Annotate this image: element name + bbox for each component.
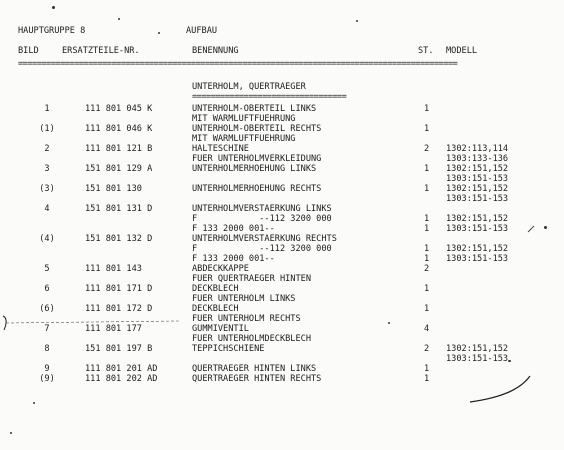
benennung-cell: GUMMIVENTIL [192,324,249,334]
benennung-cell: HALTESCHINE [192,144,249,154]
bild-cell: 6 [44,284,50,294]
ersatzteil-nr-cell: 111 801 177 [85,324,142,334]
table-row [0,304,564,314]
stueckzahl-cell: 1 [424,214,430,224]
ersatzteil-nr-cell: 151 801 130 [85,184,142,194]
table-row [0,104,564,114]
ersatzteil-nr-cell: 111 801 121 B [85,144,153,154]
modell-cell: 1302:151,152 [446,164,509,174]
table-row [0,274,564,284]
scan-speck [10,432,12,434]
stueckzahl-cell: 1 [424,304,430,314]
benennung-cell: F --112 3200 000 [192,214,332,224]
benennung-cell: QUERTRAEGER HINTEN LINKS [192,364,317,374]
stueckzahl-cell: 1 [424,364,430,374]
header-separator: ============================================================================================== [18,59,458,69]
benennung-cell: F --112 3200 000 [192,244,332,254]
ersatzteil-nr-cell: 151 801 131 D [85,204,153,214]
table-row [0,184,564,194]
scan-speck [33,402,35,404]
benennung-cell: FUER QUERTRAEGER HINTEN [192,274,311,284]
benennung-cell: UNTERHOLMVERSTAERKUNG RECHTS [192,234,337,244]
bild-cell: (6) [39,304,55,314]
modell-cell: 1302:151,152 [446,214,509,224]
section-underline: ================================= [192,92,347,102]
stueckzahl-cell: 1 [424,164,430,174]
column-header-modell: MODELL [446,46,478,56]
benennung-cell: MIT WARMLUFTFUEHRUNG [192,114,296,124]
bild-cell: (1) [39,124,55,134]
bild-cell: 7 [44,324,50,334]
stueckzahl-cell: 1 [424,374,430,384]
table-row [0,114,564,124]
stueckzahl-cell: 1 [424,104,430,114]
scan-speck [388,322,390,324]
stueckzahl-cell: 2 [424,344,430,354]
table-row [0,134,564,144]
table-row [0,144,564,154]
table-row [0,204,564,214]
table-row [0,224,564,234]
bild-cell: (4) [39,234,55,244]
scan-speck [356,20,358,22]
benennung-cell: UNTERHOLM-OBERTEIL LINKS [192,104,317,114]
table-row [0,244,564,254]
table-row [0,254,564,264]
table-row [0,354,564,364]
stueckzahl-cell: 2 [424,144,430,154]
aufbau-heading: AUFBAU [186,26,218,36]
table-row [0,154,564,164]
ersatzteil-nr-cell: 111 801 045 K [85,104,153,114]
table-row [0,294,564,304]
modell-cell: 1303:133-136 [446,154,509,164]
table-row [0,334,564,344]
bild-cell: 2 [44,144,50,154]
modell-cell: 1302:113,114 [446,144,509,154]
scan-speck [118,18,120,20]
table-row [0,324,564,334]
benennung-cell: UNTERHOLMERHOEHUNG LINKS [192,164,317,174]
scan-speck [508,360,511,362]
ersatzteil-nr-cell: 111 801 143 [85,264,142,274]
scan-speck [52,6,55,9]
table-row [0,344,564,354]
ersatzteil-nr-cell: 111 801 202 AD [85,374,158,384]
table-row [0,194,564,204]
stueckzahl-cell: 4 [424,324,430,334]
table-row [0,364,564,374]
modell-cell: 1303:151-153 [446,194,509,204]
benennung-cell: FUER UNTERHOLM RECHTS [192,314,301,324]
ersatzteil-nr-cell: 111 801 171 D [85,284,153,294]
table-row [0,214,564,224]
column-header-ersatzteile-nr: ERSATZTEILE-NR. [62,46,140,56]
benennung-cell: UNTERHOLMVERSTAERKUNG LINKS [192,204,332,214]
stueckzahl-cell: 1 [424,184,430,194]
column-header-bild: BILD [18,46,39,56]
modell-cell: 1303:151-153 [446,224,509,234]
benennung-cell: MIT WARMLUFTFUEHRUNG [192,134,296,144]
stueckzahl-cell: 1 [424,284,430,294]
table-row [0,234,564,244]
hauptgruppe-heading: HAUPTGRUPPE 8 [18,26,86,36]
ersatzteil-nr-cell: 151 801 197 B [85,344,153,354]
ersatzteil-nr-cell: 151 801 132 D [85,234,153,244]
column-header-st: ST. [418,46,434,56]
scan-speck [158,32,160,34]
table-row [0,124,564,134]
modell-cell: 1302:151,152 [446,184,509,194]
benennung-cell: UNTERHOLMERHOEHUNG RECHTS [192,184,322,194]
column-header-benennung: BENENNUNG [192,46,239,56]
modell-cell: 1302:151,152 [446,244,509,254]
ersatzteil-nr-cell: 111 801 046 K [85,124,153,134]
ersatzteil-nr-cell: 151 801 129 A [85,164,153,174]
benennung-cell: ABDECKKAPPE [192,264,249,274]
bild-cell: (9) [39,374,55,384]
bild-cell: 4 [44,204,50,214]
table-row [0,284,564,294]
benennung-cell: TEPPICHSCHIENE [192,344,265,354]
benennung-cell: QUERTRAEGER HINTEN RECHTS [192,374,322,384]
benennung-cell: DECKBLECH [192,304,239,314]
benennung-cell: UNTERHOLM-OBERTEIL RECHTS [192,124,322,134]
modell-cell: 1302:151,152 [446,344,509,354]
scan-speck [544,226,547,229]
modell-cell: 1303:151-153 [446,354,509,364]
modell-cell: 1303:151-153 [446,254,509,264]
table-row [0,314,564,324]
modell-cell: 1303:151-153 [446,174,509,184]
section-title: UNTERHOLM, QUERTRAEGER [192,82,306,92]
bild-cell: 1 [44,104,50,114]
table-row [0,164,564,174]
stueckzahl-cell: 1 [424,124,430,134]
table-row [0,374,564,384]
ersatzteil-nr-cell: 111 801 172 D [85,304,153,314]
bild-cell: 8 [44,344,50,354]
stueckzahl-cell: 1 [424,254,430,264]
benennung-cell: FUER UNTERHOLMVERKLEIDUNG [192,154,322,164]
benennung-cell: FUER UNTERHOLMDECKBLECH [192,334,311,344]
benennung-cell: F 133 2000 001-- [192,224,275,234]
benennung-cell: F 133 2000 001-- [192,254,275,264]
bild-cell: 3 [44,164,50,174]
table-row [0,174,564,184]
benennung-cell: DECKBLECH [192,284,239,294]
bild-cell: (3) [39,184,55,194]
benennung-cell: FUER UNTERHOLM LINKS [192,294,296,304]
ersatzteil-nr-cell: 111 801 201 AD [85,364,158,374]
bild-cell: 9 [44,364,50,374]
table-row [0,264,564,274]
stueckzahl-cell: 2 [424,264,430,274]
stueckzahl-cell: 1 [424,244,430,254]
stueckzahl-cell: 1 [424,224,430,234]
bild-cell: 5 [44,264,50,274]
